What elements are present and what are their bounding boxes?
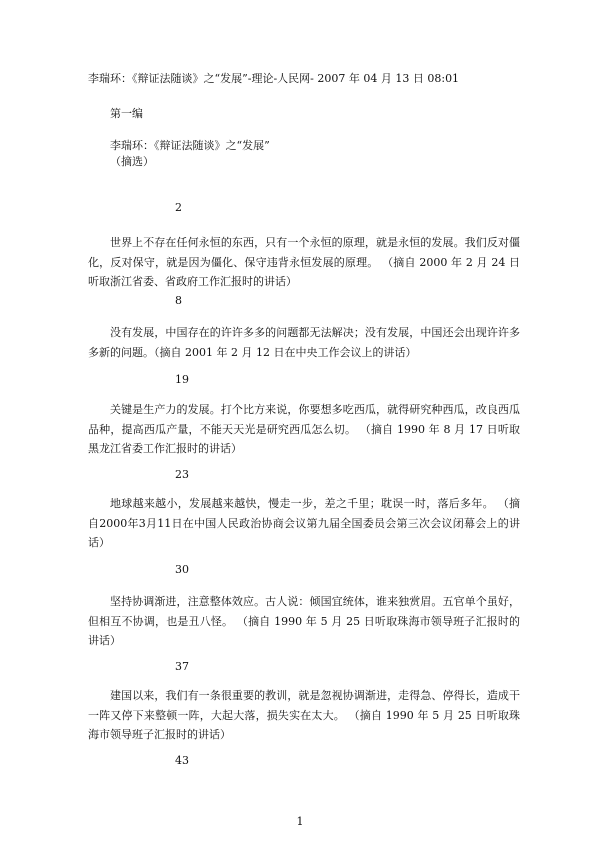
section-number: 2 xyxy=(175,201,182,214)
section-number: 37 xyxy=(175,660,189,673)
section-paragraph: 坚持协调渐进，注意整体效应。古人说：倾国宜统体，谁来独赏眉。五官单个虽好，但相互不协调，也是丑八怪。 （摘自 1990 年 5 月 25 日听取珠海市领导班子汇报时的讲话） xyxy=(88,595,520,647)
page-number: 1 xyxy=(296,815,304,828)
section-paragraph: 世界上不存在任何永恒的东西，只有一个永恒的原理，就是永恒的发展。我们反对僵化，反对保守，就是因为僵化、保守违背永恒发展的原理。 （摘自 2000 年 2 月 24 日听取浙江省委、省政府工作汇报时的讲话） xyxy=(88,236,520,288)
section-number: 30 xyxy=(175,563,189,576)
article-header: 李瑞环：《辩证法随谈》之“发展”-理论-人民网- 2007 年 04 月 13 日 08:01 xyxy=(88,72,460,85)
section-paragraph: 建国以来，我们有一条很重要的教训，就是忽视协调渐进，走得急、停得长，造成干一阵又停下来整顿一阵，大起大落，损失实在太大。 （摘自 1990 年 5 月 25 日听取珠海市领导班子汇报时的讲话） xyxy=(88,689,520,741)
section-paragraph: 地球越来越小，发展越来越快，慢走一步，差之千里；耽误一时，落后多年。 （摘自2000年3月11日在中国人民政治协商会议第九届全国委员会第三次会议闭幕会上的讲话） xyxy=(88,497,520,549)
section-number: 43 xyxy=(175,754,189,767)
section-number: 19 xyxy=(175,373,189,386)
section-paragraph: 关键是生产力的发展。打个比方来说，你要想多吃西瓜，就得研究种西瓜，改良西瓜品种，提高西瓜产量，不能天天光是研究西瓜怎么切。 （摘自 1990 年 8 月 17 日听取黑龙江省委工作汇报时的讲话） xyxy=(88,403,520,455)
subtitle: 李瑞环：《辩证法随谈》之“发展” xyxy=(110,139,270,152)
section-paragraph: 没有发展，中国存在的许许多多的问题都无法解决；没有发展，中国还会出现许许多多新的问题。（摘自 2001 年 2 月 12 日在中央工作会议上的讲话） xyxy=(88,326,520,359)
section-number: 23 xyxy=(175,468,189,481)
excerpt-note: （摘选） xyxy=(110,155,154,168)
part-title: 第一编 xyxy=(110,107,143,120)
section-number: 8 xyxy=(175,294,182,307)
